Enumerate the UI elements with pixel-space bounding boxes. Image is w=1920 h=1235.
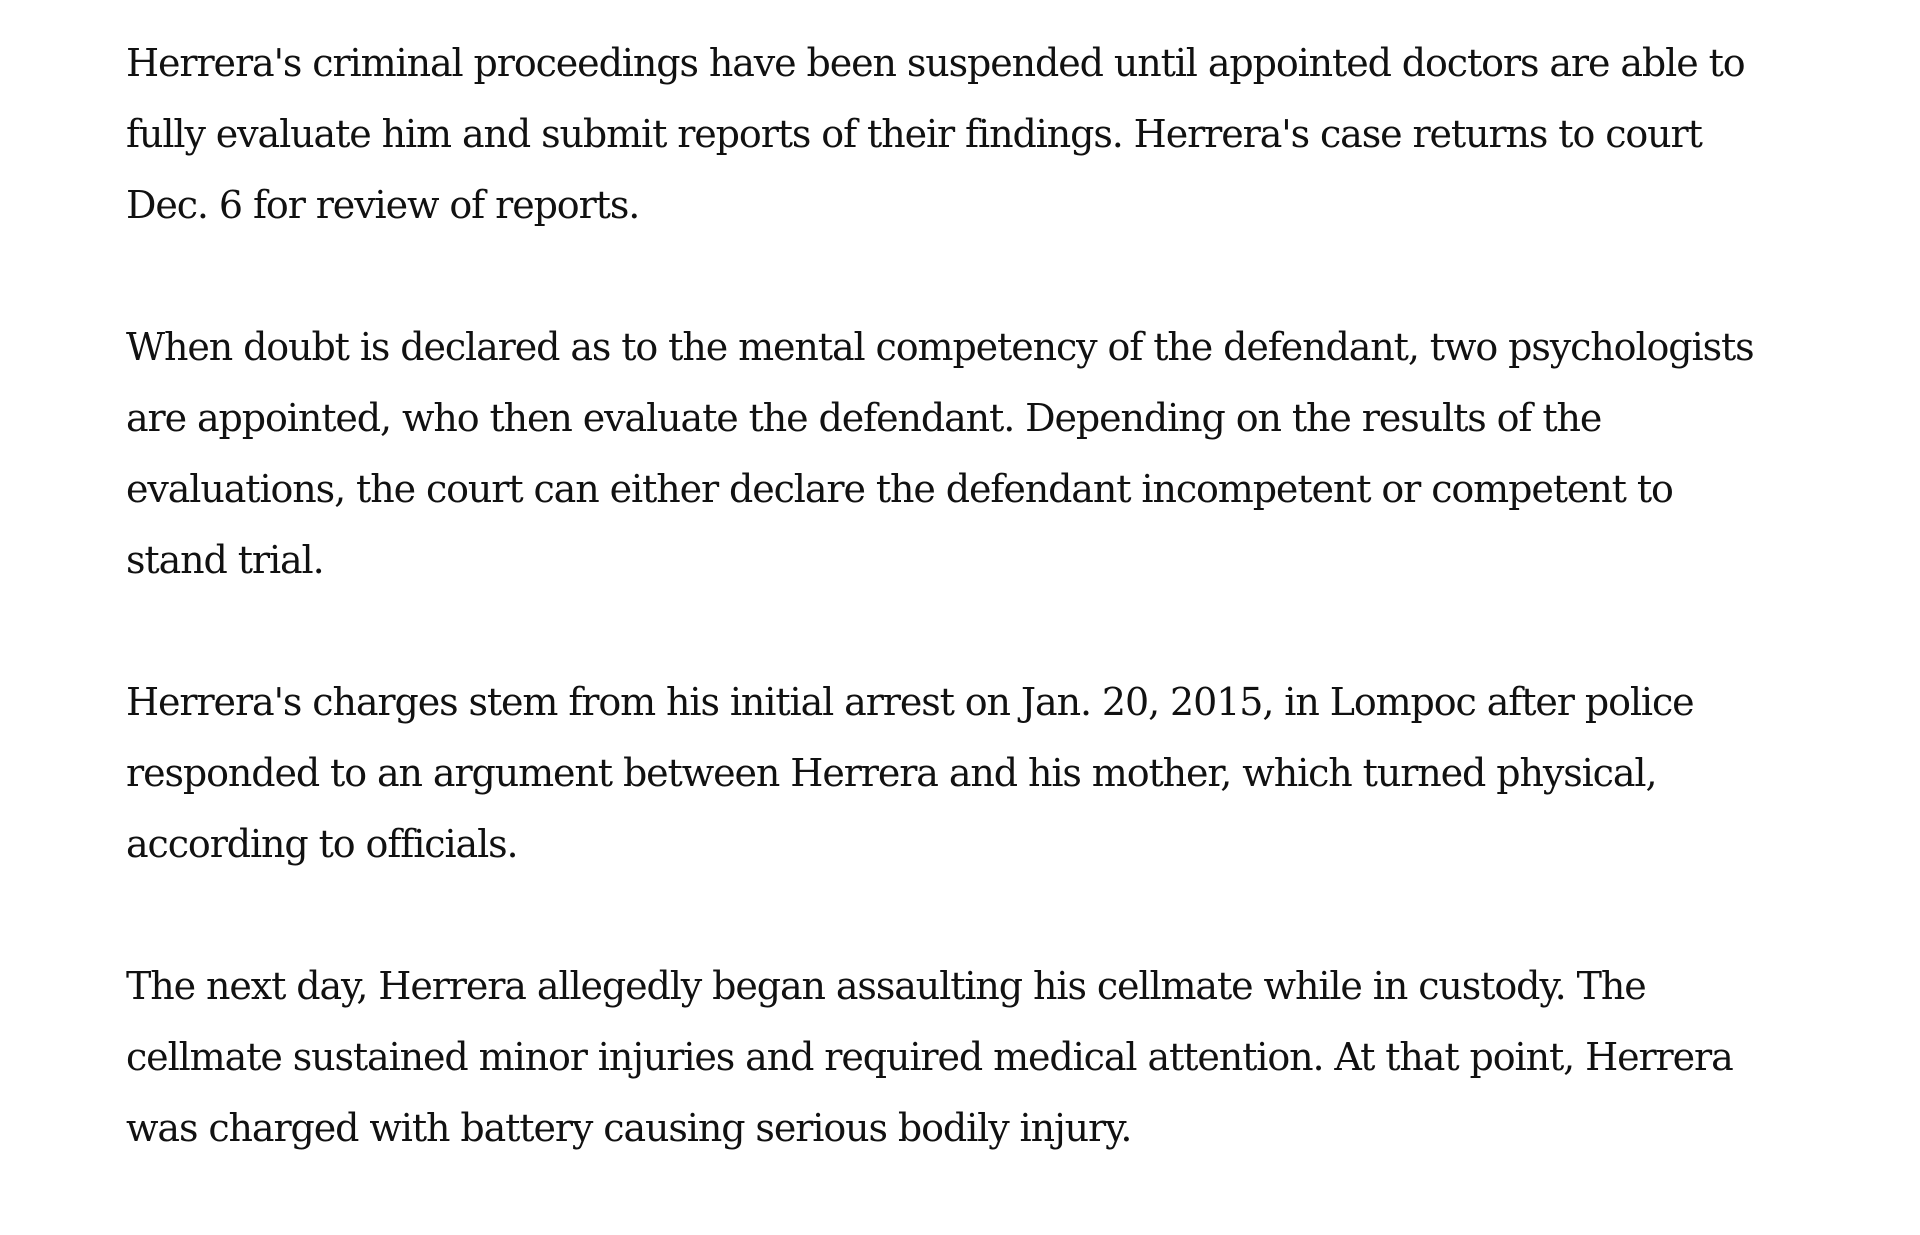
paragraph-proceedings-suspended	[126, 28, 1826, 241]
paragraph-line: was charged with battery causing serious bodily injury.	[126, 1106, 1132, 1150]
paragraph-line: responded to an argument between Herrera and his mother, which turned physical,	[126, 751, 1657, 795]
paragraph-line: Herrera's charges stem from his initial arrest on Jan. 20, 2015, in Lompoc after police	[126, 680, 1694, 724]
paragraph-initial-arrest	[126, 667, 1826, 880]
paragraph-line: The next day, Herrera allegedly began assaulting his cellmate while in custody. The	[126, 964, 1646, 1008]
paragraph-line: according to officials.	[126, 822, 518, 866]
paragraph-line: evaluations, the court can either declare the defendant incompetent or competent to	[126, 467, 1673, 511]
paragraph-line: fully evaluate him and submit reports of their findings. Herrera's case returns to court	[126, 112, 1702, 156]
paragraph-line: Dec. 6 for review of reports.	[126, 183, 640, 227]
article-body	[126, 28, 1826, 1235]
paragraph-mental-competency	[126, 312, 1826, 596]
paragraph-line: are appointed, who then evaluate the defendant. Depending on the results of the	[126, 396, 1602, 440]
paragraph-cellmate-assault	[126, 951, 1826, 1164]
paragraph-line: Herrera's criminal proceedings have been suspended until appointed doctors are able to	[126, 41, 1745, 85]
paragraph-line: When doubt is declared as to the mental competency of the defendant, two psychologists	[126, 325, 1754, 369]
paragraph-line: cellmate sustained minor injuries and required medical attention. At that point, Herrera	[126, 1035, 1733, 1079]
paragraph-line: stand trial.	[126, 538, 324, 582]
